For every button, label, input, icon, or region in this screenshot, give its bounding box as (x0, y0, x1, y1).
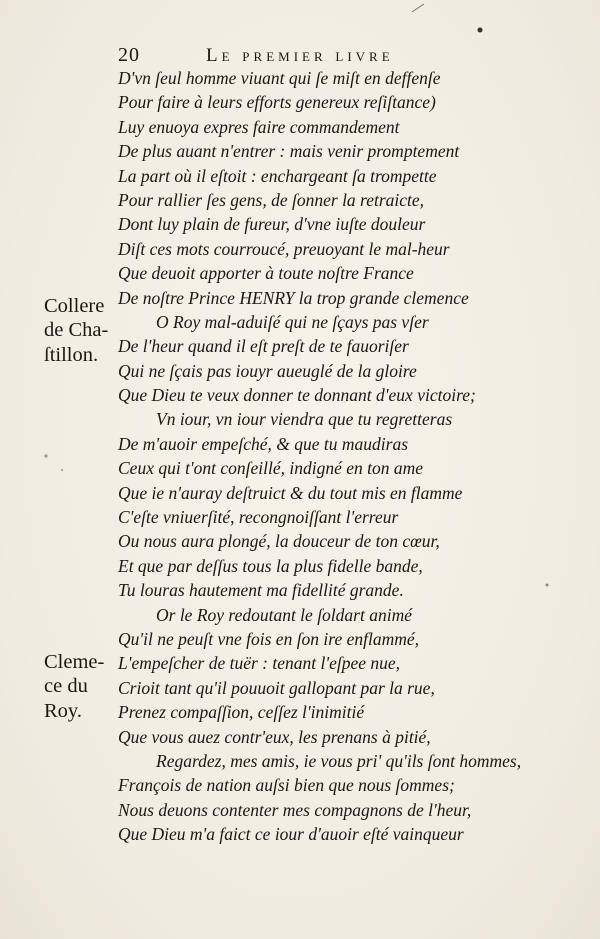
margin-note-line: ce du (44, 675, 88, 698)
verse-line: Que vous auez contr'eux, les prenans à pitié, (118, 726, 431, 747)
verse-line: Et que par deſſus tous la plus fidelle bande, (118, 555, 423, 576)
margin-note-clemence (44, 650, 104, 723)
verse-line: Ceux qui t'ont conſeillé, indigné en ton ame (118, 458, 424, 479)
verse-block (118, 66, 522, 847)
verse-line: Nous deuons contenter mes compagnons de l'heur, (118, 799, 472, 820)
verse-line: La part où il eſtoit : enchargeant ſa trompette (118, 165, 437, 186)
page-number: 20 (118, 44, 140, 66)
verse-line: Dont luy plain de fureur, d'vne iuſte douleur (118, 214, 426, 235)
verse-line: Qui ne ſçais pas iouyr aueuglé de la gloire (118, 360, 417, 381)
verse-line: Regardez, mes amis, ie vous pri' qu'ils ſont hommes, (156, 750, 522, 771)
ink-speck (44, 454, 47, 457)
verse-line: Prenez compaſſion, ceſſez l'inimitié (118, 702, 365, 723)
margin-note-line: de Cha- (44, 319, 109, 342)
verse-line: L'empeſcher de tuër : tenant l'eſpee nue, (118, 653, 401, 674)
margin-note-line: Collere (44, 295, 105, 317)
verse-line: Tu louras hautement ma fidellité grande. (118, 580, 404, 601)
verse-line: Que ie n'auray deſtruict & du tout mis en flamme (118, 482, 463, 503)
margin-note-line: Roy. (44, 699, 82, 722)
ink-speck (412, 4, 424, 12)
ink-speck (546, 584, 549, 587)
verse-line: Pour rallier ſes gens, de ſonner la retraicte, (118, 189, 425, 210)
margin-note-collere (44, 294, 108, 367)
running-head: Le premier livre (206, 45, 394, 66)
ink-speck (478, 28, 483, 33)
ink-speck (61, 469, 63, 471)
verse-line: Que deuoit apporter à toute noſtre France (118, 263, 414, 284)
verse-line: Qu'il ne peuſt vne fois en ſon ire enflammé, (118, 628, 420, 649)
verse-line: Luy enuoya expres faire commandement (118, 116, 400, 137)
verse-line: C'eſte vniuerſité, recongnoiſſant l'erreur (118, 507, 399, 528)
verse-line: De l'heur quand il eſt preſt de te fauoriſer (118, 336, 409, 357)
margin-note-line: Cleme- (44, 651, 105, 673)
verse-line: Crioit tant qu'il pouuoit gallopant par la rue, (118, 677, 435, 698)
verse-line: Que Dieu te veux donner te donnant d'eux victoire; (118, 385, 476, 406)
verse-line: Ou nous aura plongé, la douceur de ton cœur, (118, 531, 440, 552)
verse-line: Or le Roy redoutant le ſoldart animé (156, 604, 412, 625)
verse-line: Pour faire à leurs efforts genereux reſiſtance) (118, 92, 436, 113)
verse-line: Que Dieu m'a faict ce iour d'auoir eſté vainqueur (118, 824, 464, 845)
page-header (118, 44, 480, 68)
verse-line: De m'auoir empeſché, & que tu maudiras (118, 433, 409, 454)
margin-note-line: ſtillon. (44, 343, 99, 366)
verse-line: D'vn ſeul homme viuant qui ſe miſt en deffenſe (118, 68, 441, 88)
verse-line: Diſt ces mots courroucé, preuoyant le mal-heur (118, 238, 450, 259)
verse-line: De noſtre Prince HENRY la trop grande clemence (118, 287, 469, 308)
verse-line: Vn iour, vn iour viendra que tu regretteras (156, 409, 453, 430)
verse-line: De plus auant n'entrer : mais venir promptement (118, 141, 460, 162)
verse-line: François de nation auſsi bien que nous ſommes; (118, 775, 455, 796)
verse-line: O Roy mal-aduiſé qui ne ſçays pas vſer (156, 311, 429, 332)
